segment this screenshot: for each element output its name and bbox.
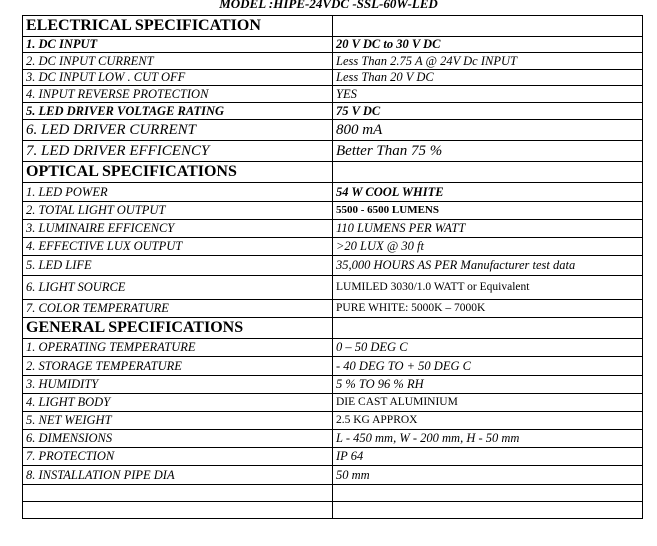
table-row bbox=[23, 300, 643, 318]
spec-label: 3. DC INPUT LOW . CUT OFF bbox=[23, 70, 333, 86]
empty-cell bbox=[333, 318, 643, 339]
spec-label: 6. DIMENSIONS bbox=[23, 430, 333, 448]
spec-label: 1. OPERATING TEMPERATURE bbox=[23, 339, 333, 357]
spec-value: >20 LUX @ 30 ft bbox=[333, 238, 643, 256]
spec-label: 1. LED POWER bbox=[23, 183, 333, 202]
spec-value: L - 450 mm, W - 200 mm, H - 50 mm bbox=[333, 430, 643, 448]
spec-label: 8. INSTALLATION PIPE DIA bbox=[23, 466, 333, 485]
table-row bbox=[23, 394, 643, 412]
spec-value: Less Than 2.75 A @ 24V Dc INPUT bbox=[333, 53, 643, 70]
empty-cell bbox=[23, 502, 333, 519]
spec-value: 50 mm bbox=[333, 466, 643, 485]
spec-label: 5. NET WEIGHT bbox=[23, 412, 333, 430]
empty-cell bbox=[333, 162, 643, 183]
spec-value: 5500 - 6500 LUMENS bbox=[333, 202, 643, 220]
table-row bbox=[23, 448, 643, 466]
empty-cell bbox=[23, 485, 333, 502]
section-heading-electrical: ELECTRICAL SPECIFICATION bbox=[23, 16, 333, 37]
spec-label: 4. INPUT REVERSE PROTECTION bbox=[23, 86, 333, 103]
table-row bbox=[23, 430, 643, 448]
spec-label: 4. LIGHT BODY bbox=[23, 394, 333, 412]
table-row bbox=[23, 357, 643, 376]
spec-value: 75 V DC bbox=[333, 103, 643, 120]
spec-label: 2. TOTAL LIGHT OUTPUT bbox=[23, 202, 333, 220]
spec-label: 5. LED LIFE bbox=[23, 256, 333, 276]
table-row bbox=[23, 412, 643, 430]
table-row bbox=[23, 183, 643, 202]
section-header-row bbox=[23, 16, 643, 37]
spec-value: Less Than 20 V DC bbox=[333, 70, 643, 86]
table-row bbox=[23, 37, 643, 53]
spec-value: IP 64 bbox=[333, 448, 643, 466]
spec-label: 5. LED DRIVER VOLTAGE RATING bbox=[23, 103, 333, 120]
table-row bbox=[23, 238, 643, 256]
spec-label: 6. LED DRIVER CURRENT bbox=[23, 120, 333, 141]
table-row bbox=[23, 202, 643, 220]
table-row bbox=[23, 120, 643, 141]
spec-value: 800 mA bbox=[333, 120, 643, 141]
spec-value: 54 W COOL WHITE bbox=[333, 183, 643, 202]
spec-label: 4. EFFECTIVE LUX OUTPUT bbox=[23, 238, 333, 256]
spec-label: 7. COLOR TEMPERATURE bbox=[23, 300, 333, 318]
empty-cell bbox=[333, 485, 643, 502]
specification-table bbox=[22, 15, 643, 519]
section-header-row bbox=[23, 162, 643, 183]
spec-value: Better Than 75 % bbox=[333, 141, 643, 162]
spec-label: 3. LUMINAIRE EFFICENCY bbox=[23, 220, 333, 238]
spec-label: 7. LED DRIVER EFFICENCY bbox=[23, 141, 333, 162]
table-row bbox=[23, 53, 643, 70]
spec-value: PURE WHITE: 5000K – 7000K bbox=[333, 300, 643, 318]
table-row bbox=[23, 103, 643, 120]
spec-value: DIE CAST ALUMINIUM bbox=[333, 394, 643, 412]
section-heading-optical: OPTICAL SPECIFICATIONS bbox=[23, 162, 333, 183]
spec-value: 0 – 50 DEG C bbox=[333, 339, 643, 357]
table-row bbox=[23, 256, 643, 276]
empty-cell bbox=[333, 16, 643, 37]
table-row bbox=[23, 86, 643, 103]
spec-value: YES bbox=[333, 86, 643, 103]
table-row bbox=[23, 339, 643, 357]
spec-label: 3. HUMIDITY bbox=[23, 376, 333, 394]
table-row bbox=[23, 70, 643, 86]
table-row bbox=[23, 376, 643, 394]
spec-value: 35,000 HOURS AS PER Manufacturer test data bbox=[333, 256, 643, 276]
empty-row bbox=[23, 502, 643, 519]
section-heading-general: GENERAL SPECIFICATIONS bbox=[23, 318, 333, 339]
spec-value: 2.5 KG APPROX bbox=[333, 412, 643, 430]
spec-value: LUMILED 3030/1.0 WATT or Equivalent bbox=[333, 276, 643, 300]
table-row bbox=[23, 466, 643, 485]
table-row bbox=[23, 220, 643, 238]
spec-label: 2. STORAGE TEMPERATURE bbox=[23, 357, 333, 376]
spec-value: 5 % TO 96 % RH bbox=[333, 376, 643, 394]
spec-value: 110 LUMENS PER WATT bbox=[333, 220, 643, 238]
spec-label: 1. DC INPUT bbox=[23, 37, 333, 53]
spec-label: 7. PROTECTION bbox=[23, 448, 333, 466]
spec-value: - 40 DEG TO + 50 DEG C bbox=[333, 357, 643, 376]
empty-row bbox=[23, 485, 643, 502]
table-row bbox=[23, 141, 643, 162]
spec-label: 6. LIGHT SOURCE bbox=[23, 276, 333, 300]
table-row bbox=[23, 276, 643, 300]
empty-cell bbox=[333, 502, 643, 519]
spec-label: 2. DC INPUT CURRENT bbox=[23, 53, 333, 70]
model-title: MODEL :HIPE-24VDC -SSL-60W-LED bbox=[219, 0, 438, 11]
spec-value: 20 V DC to 30 V DC bbox=[333, 37, 643, 53]
section-header-row bbox=[23, 318, 643, 339]
